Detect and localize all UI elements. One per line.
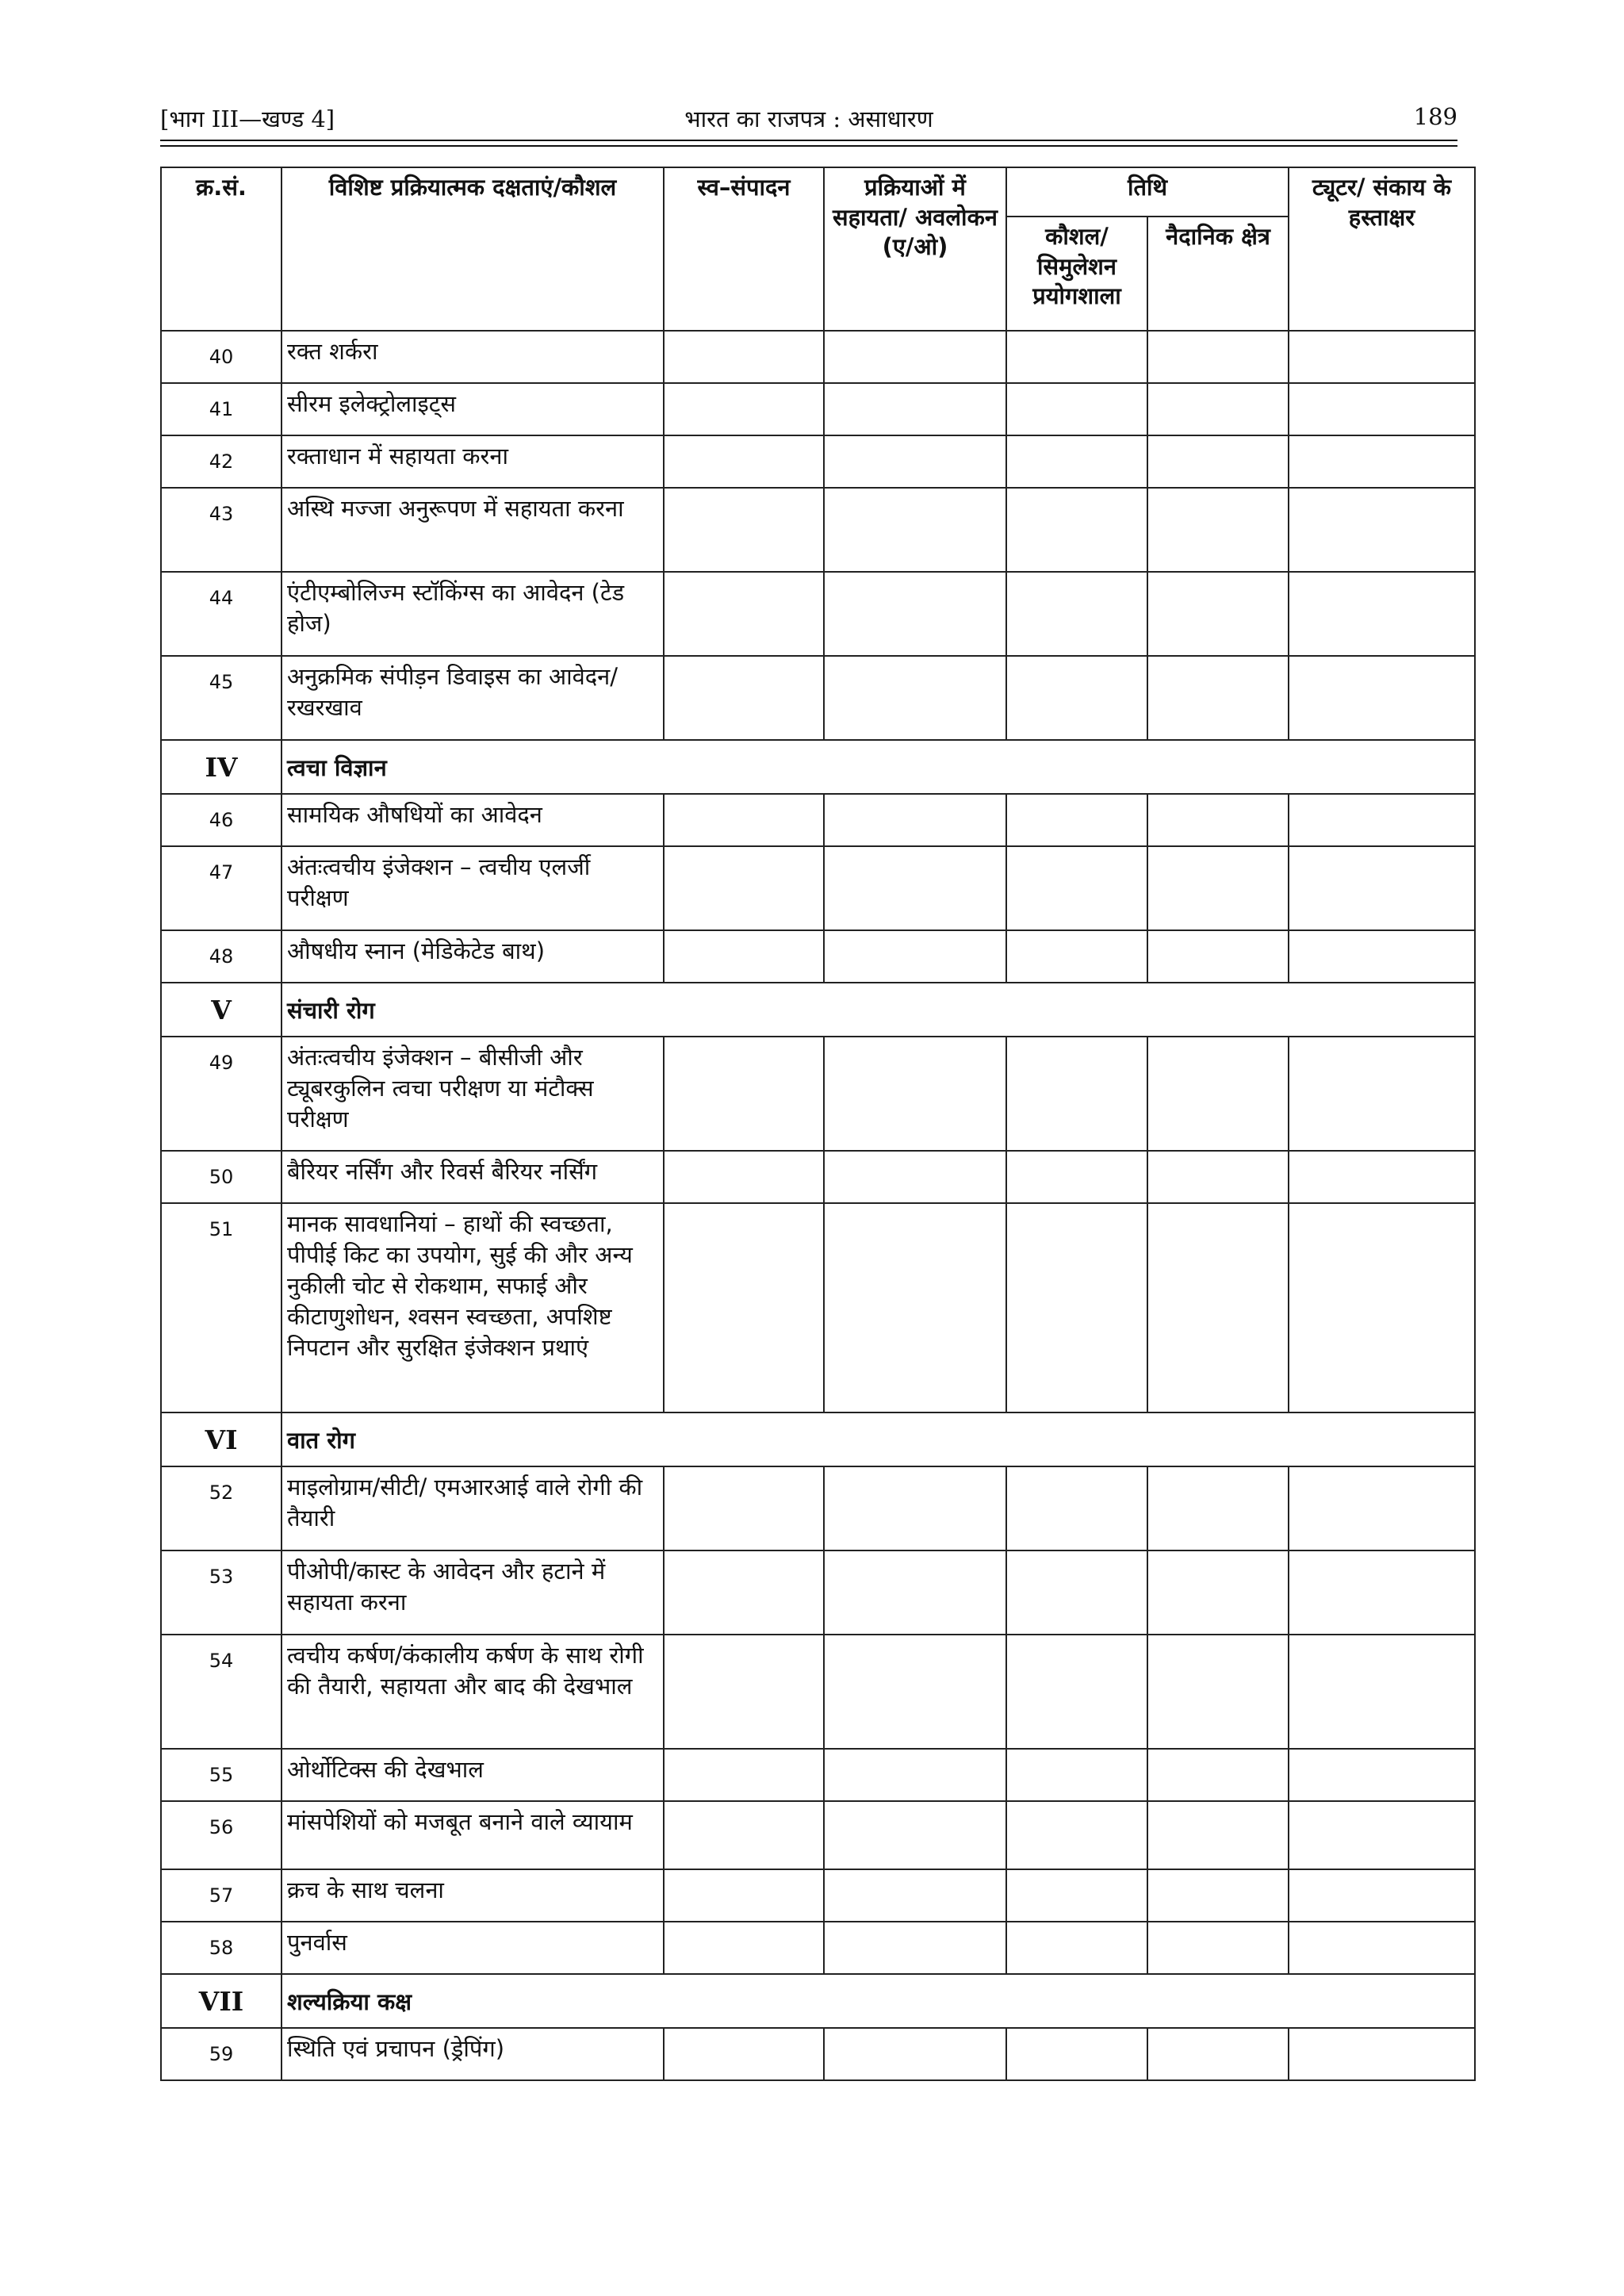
date-clinical-cell (1147, 930, 1289, 983)
skill-description: अनुक्रमिक संपीड़न डिवाइस का आवेदन/रखरखाव (282, 656, 664, 740)
col-serial-header: क्र.सं. (161, 167, 282, 331)
date-lab-cell (1006, 1801, 1147, 1869)
row-number: 54 (161, 1635, 282, 1749)
skill-description: औषधीय स्नान (मेडिकेटेड बाथ) (282, 930, 664, 983)
self-performed-cell (664, 1922, 824, 1974)
skill-description: माइलोग्राम/सीटी/ एमआरआई वाले रोगी की तैयारी (282, 1466, 664, 1550)
date-lab-cell (1006, 1203, 1147, 1412)
date-lab-cell (1006, 383, 1147, 435)
assist-observe-cell (824, 572, 1006, 656)
self-performed-cell (664, 383, 824, 435)
signature-cell (1289, 1922, 1475, 1974)
date-clinical-cell (1147, 435, 1289, 488)
header-rule-bottom (160, 145, 1457, 147)
row-number: 55 (161, 1749, 282, 1801)
self-performed-cell (664, 1550, 824, 1635)
table-header (161, 167, 1475, 331)
skill-description: पीओपी/कास्ट के आवेदन और हटाने में सहायता करना (282, 1550, 664, 1635)
col-date-lab-header: कौशल/ सिमुलेशन प्रयोगशाला (1006, 217, 1147, 331)
table-row (161, 1151, 1475, 1203)
assist-observe-cell (824, 656, 1006, 740)
skill-description: सीरम इलेक्ट्रोलाइट्स (282, 383, 664, 435)
signature-cell (1289, 1749, 1475, 1801)
assist-observe-cell (824, 1801, 1006, 1869)
table-row (161, 488, 1475, 572)
date-clinical-cell (1147, 331, 1289, 383)
assist-observe-cell (824, 1466, 1006, 1550)
signature-cell (1289, 2028, 1475, 2080)
date-lab-cell (1006, 656, 1147, 740)
date-lab-cell (1006, 435, 1147, 488)
procedural-skills-table (160, 167, 1476, 2081)
self-performed-cell (664, 1037, 824, 1151)
skill-description: त्वचीय कर्षण/कंकालीय कर्षण के साथ रोगी की तैयारी, सहायता और बाद की देखभाल (282, 1635, 664, 1749)
table-row (161, 794, 1475, 846)
table-row (161, 1801, 1475, 1869)
table-row (161, 1749, 1475, 1801)
skill-description: रक्ताधान में सहायता करना (282, 435, 664, 488)
row-number: 44 (161, 572, 282, 656)
assist-observe-cell (824, 1922, 1006, 1974)
row-number: 58 (161, 1922, 282, 1974)
section-title: त्वचा विज्ञान (282, 740, 1475, 794)
signature-cell (1289, 383, 1475, 435)
signature-cell (1289, 572, 1475, 656)
assist-observe-cell (824, 1635, 1006, 1749)
date-lab-cell (1006, 572, 1147, 656)
row-number: 51 (161, 1203, 282, 1412)
assist-observe-cell (824, 1550, 1006, 1635)
part-section-label: [भाग III—खण्ड 4] (160, 105, 335, 132)
assist-observe-cell (824, 383, 1006, 435)
assist-observe-cell (824, 1037, 1006, 1151)
date-clinical-cell (1147, 1550, 1289, 1635)
section-row (161, 983, 1475, 1037)
row-number: 57 (161, 1869, 282, 1922)
date-lab-cell (1006, 846, 1147, 930)
signature-cell (1289, 1466, 1475, 1550)
self-performed-cell (664, 1869, 824, 1922)
date-clinical-cell (1147, 572, 1289, 656)
col-skill-header: विशिष्ट प्रक्रियात्मक दक्षताएं/कौशल (282, 167, 664, 331)
assist-observe-cell (824, 2028, 1006, 2080)
date-clinical-cell (1147, 1749, 1289, 1801)
signature-cell (1289, 1869, 1475, 1922)
row-number: 50 (161, 1151, 282, 1203)
signature-cell (1289, 488, 1475, 572)
table-row (161, 656, 1475, 740)
gazette-title: भारत का राजपत्र : असाधारण (684, 105, 933, 132)
date-clinical-cell (1147, 1922, 1289, 1974)
section-row (161, 1412, 1475, 1466)
date-clinical-cell (1147, 1203, 1289, 1412)
self-performed-cell (664, 572, 824, 656)
col-date-clinical-header: नैदानिक क्षेत्र (1147, 217, 1289, 331)
table-row (161, 435, 1475, 488)
skill-description: एंटीएम्बोलिज्म स्टॉकिंग्स का आवेदन (टेड होज) (282, 572, 664, 656)
row-number: 41 (161, 383, 282, 435)
date-lab-cell (1006, 1635, 1147, 1749)
row-number: 48 (161, 930, 282, 983)
skill-description: अंतःत्वचीय इंजेक्शन – बीसीजी और ट्यूबरकुलिन त्वचा परीक्षण या मंटौक्स परीक्षण (282, 1037, 664, 1151)
skill-description: क्रच के साथ चलना (282, 1869, 664, 1922)
date-lab-cell (1006, 488, 1147, 572)
table-row (161, 383, 1475, 435)
row-number: 59 (161, 2028, 282, 2080)
self-performed-cell (664, 1635, 824, 1749)
signature-cell (1289, 1801, 1475, 1869)
page-number: 189 (1413, 103, 1457, 130)
date-lab-cell (1006, 1749, 1147, 1801)
date-clinical-cell (1147, 1801, 1289, 1869)
table-row (161, 1922, 1475, 1974)
signature-cell (1289, 846, 1475, 930)
assist-observe-cell (824, 1203, 1006, 1412)
date-clinical-cell (1147, 1151, 1289, 1203)
self-performed-cell (664, 2028, 824, 2080)
date-lab-cell (1006, 930, 1147, 983)
assist-observe-cell (824, 794, 1006, 846)
section-title: वात रोग (282, 1412, 1475, 1466)
table-row (161, 331, 1475, 383)
skill-description: बैरियर नर्सिंग और रिवर्स बैरियर नर्सिंग (282, 1151, 664, 1203)
section-number: VI (161, 1412, 282, 1466)
table-row (161, 1869, 1475, 1922)
section-title: शल्यक्रिया कक्ष (282, 1974, 1475, 2028)
assist-observe-cell (824, 488, 1006, 572)
skill-description: ओर्थोटिक्स की देखभाल (282, 1749, 664, 1801)
date-clinical-cell (1147, 1869, 1289, 1922)
self-performed-cell (664, 331, 824, 383)
self-performed-cell (664, 1801, 824, 1869)
col-self-performed-header: स्व–संपादन (664, 167, 824, 331)
date-lab-cell (1006, 1869, 1147, 1922)
section-number: VII (161, 1974, 282, 2028)
signature-cell (1289, 1635, 1475, 1749)
row-number: 47 (161, 846, 282, 930)
date-lab-cell (1006, 794, 1147, 846)
row-number: 56 (161, 1801, 282, 1869)
assist-observe-cell (824, 846, 1006, 930)
date-clinical-cell (1147, 2028, 1289, 2080)
table-row (161, 572, 1475, 656)
date-lab-cell (1006, 331, 1147, 383)
self-performed-cell (664, 488, 824, 572)
signature-cell (1289, 930, 1475, 983)
assist-observe-cell (824, 1869, 1006, 1922)
row-number: 45 (161, 656, 282, 740)
row-number: 49 (161, 1037, 282, 1151)
skill-description: मानक सावधानियां – हाथों की स्वच्छता, पीपीई किट का उपयोग, सुई की और अन्य नुकीली चोट से रोकथाम, सफाई और कीटाणुशोधन, श्वसन स्वच्छता, अपशिष्ट निपटान और सुरक्षित इंजेक्शन प्रथाएं (282, 1203, 664, 1412)
header-rule-top (160, 140, 1457, 141)
assist-observe-cell (824, 331, 1006, 383)
self-performed-cell (664, 435, 824, 488)
table-row (161, 930, 1475, 983)
date-clinical-cell (1147, 383, 1289, 435)
skill-description: पुनर्वास (282, 1922, 664, 1974)
signature-cell (1289, 1037, 1475, 1151)
assist-observe-cell (824, 930, 1006, 983)
skill-description: रक्त शर्करा (282, 331, 664, 383)
table-row (161, 1550, 1475, 1635)
signature-cell (1289, 435, 1475, 488)
date-lab-cell (1006, 1037, 1147, 1151)
date-lab-cell (1006, 1151, 1147, 1203)
self-performed-cell (664, 794, 824, 846)
section-row (161, 1974, 1475, 2028)
self-performed-cell (664, 1203, 824, 1412)
skill-description: अस्थि मज्जा अनुरूपण में सहायता करना (282, 488, 664, 572)
date-clinical-cell (1147, 794, 1289, 846)
section-number: IV (161, 740, 282, 794)
col-signature-header: ट्यूटर/ संकाय के हस्ताक्षर (1289, 167, 1475, 331)
date-clinical-cell (1147, 1466, 1289, 1550)
signature-cell (1289, 1203, 1475, 1412)
row-number: 43 (161, 488, 282, 572)
table-row (161, 1037, 1475, 1151)
table-body (161, 331, 1475, 2080)
section-number: V (161, 983, 282, 1037)
self-performed-cell (664, 930, 824, 983)
date-lab-cell (1006, 1550, 1147, 1635)
skill-description: स्थिति एवं प्रचापन (ड्रेपिंग) (282, 2028, 664, 2080)
col-date-header: तिथि (1006, 167, 1289, 217)
row-number: 53 (161, 1550, 282, 1635)
signature-cell (1289, 1151, 1475, 1203)
date-clinical-cell (1147, 488, 1289, 572)
date-clinical-cell (1147, 1635, 1289, 1749)
row-number: 52 (161, 1466, 282, 1550)
table-row (161, 846, 1475, 930)
assist-observe-cell (824, 1151, 1006, 1203)
table-row (161, 2028, 1475, 2080)
self-performed-cell (664, 1749, 824, 1801)
row-number: 46 (161, 794, 282, 846)
table-row (161, 1635, 1475, 1749)
section-row (161, 740, 1475, 794)
row-number: 42 (161, 435, 282, 488)
table-row (161, 1466, 1475, 1550)
signature-cell (1289, 794, 1475, 846)
row-number: 40 (161, 331, 282, 383)
date-lab-cell (1006, 1466, 1147, 1550)
date-clinical-cell (1147, 846, 1289, 930)
self-performed-cell (664, 846, 824, 930)
page-header (160, 103, 1457, 136)
skill-description: अंतःत्वचीय इंजेक्शन – त्वचीय एलर्जी परीक्षण (282, 846, 664, 930)
self-performed-cell (664, 1151, 824, 1203)
skill-description: मांसपेशियों को मजबूत बनाने वाले व्यायाम (282, 1801, 664, 1869)
signature-cell (1289, 656, 1475, 740)
date-clinical-cell (1147, 656, 1289, 740)
signature-cell (1289, 331, 1475, 383)
date-clinical-cell (1147, 1037, 1289, 1151)
assist-observe-cell (824, 435, 1006, 488)
signature-cell (1289, 1550, 1475, 1635)
assist-observe-cell (824, 1749, 1006, 1801)
self-performed-cell (664, 656, 824, 740)
self-performed-cell (664, 1466, 824, 1550)
section-title: संचारी रोग (282, 983, 1475, 1037)
col-assist-observe-header: प्रक्रियाओं में सहायता/ अवलोकन (ए/ओ) (824, 167, 1006, 331)
date-lab-cell (1006, 1922, 1147, 1974)
skill-description: सामयिक औषधियों का आवेदन (282, 794, 664, 846)
table-row (161, 1203, 1475, 1412)
date-lab-cell (1006, 2028, 1147, 2080)
